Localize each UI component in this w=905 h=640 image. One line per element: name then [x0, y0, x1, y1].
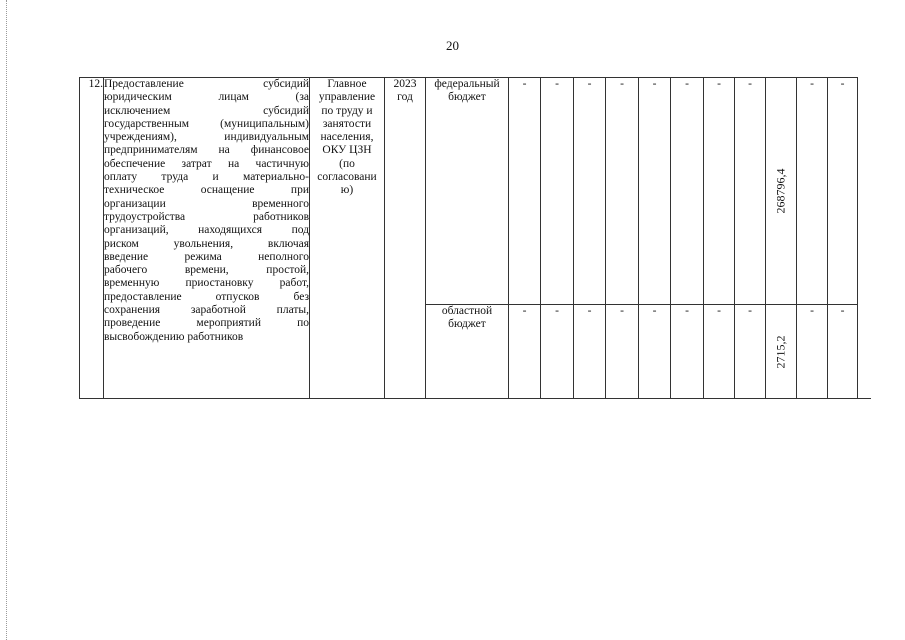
year-suffix: год — [397, 91, 413, 104]
executor-line: по труду и — [321, 104, 373, 117]
executor-line: ОКУ ЦЗН — [322, 144, 372, 157]
description-line: обеспечение затрат на частичную — [104, 157, 309, 170]
page-left-edge — [6, 0, 7, 640]
description-line: организации временного — [104, 197, 309, 210]
value-cell: - — [671, 78, 704, 305]
source-line: областной — [441, 305, 493, 317]
executor-line: населения, — [320, 131, 374, 144]
value-cell: - — [606, 78, 639, 305]
value-cell: - — [541, 78, 574, 305]
description-line: техническое оснащение при — [104, 184, 309, 197]
description-line: Предоставление субсидий — [104, 78, 309, 90]
value-cell: - — [797, 305, 828, 399]
measures-table — [79, 77, 858, 399]
table-bottom-line — [855, 398, 871, 399]
value-cell: - — [574, 78, 606, 305]
value-cell: - — [735, 78, 766, 305]
value-cell: - — [797, 78, 828, 305]
source-line: бюджет — [448, 318, 486, 331]
page-number: 20 — [446, 38, 459, 53]
value-cell: - — [639, 78, 671, 305]
source-line: бюджет — [448, 91, 486, 104]
table-row — [80, 78, 858, 305]
description-line: сохранения заработной платы, — [104, 304, 309, 317]
description-line: проведение мероприятий по — [104, 317, 309, 330]
regional-amount: 2715,2 — [773, 335, 788, 368]
executor-line: Главное — [327, 78, 367, 90]
description-line: организаций, находящихся под — [104, 224, 309, 237]
funding-source-regional — [426, 305, 509, 399]
responsible-executor — [310, 78, 385, 399]
implementation-year — [385, 78, 426, 399]
description-line: оплату труда и материально- — [104, 171, 309, 184]
value-cell: - — [541, 305, 574, 399]
value-cell: - — [574, 305, 606, 399]
value-cell: - — [828, 305, 858, 399]
measure-description — [104, 78, 310, 399]
value-cell: - — [735, 305, 766, 399]
description-line: учреждениям), индивидуальным — [104, 131, 309, 144]
description-line: высвобождению работников — [104, 330, 244, 343]
executor-line: ю) — [340, 184, 354, 197]
funding-source-federal — [426, 78, 509, 305]
description-line: временную приостановку работ, — [104, 277, 309, 290]
year-value: 2023 — [393, 78, 417, 90]
description-line: юридическим лицам (за — [104, 91, 309, 104]
description-line: предпринимателям на финансовое — [104, 144, 309, 157]
value-cell: - — [671, 305, 704, 399]
executor-line: управление — [318, 91, 376, 104]
value-cell: - — [509, 78, 541, 305]
description-line: трудоустройства работников — [104, 210, 309, 223]
value-cell: - — [704, 305, 735, 399]
description-line: государственным (муниципальным) — [104, 117, 309, 130]
executor-line: занятости — [322, 117, 372, 130]
federal-amount: 268796,4 — [773, 168, 788, 214]
description-line: введение режима неполного — [104, 250, 309, 263]
value-cell: - — [639, 305, 671, 399]
executor-line: согласовани — [317, 171, 377, 184]
description-line: предоставление отпусков без — [104, 290, 309, 303]
description-line: риском увольнения, включая — [104, 237, 309, 250]
value-cell-amount — [766, 305, 797, 399]
executor-line: (по — [339, 157, 355, 170]
value-cell-amount — [766, 78, 797, 305]
value-cell: - — [606, 305, 639, 399]
value-cell: - — [704, 78, 735, 305]
description-line: рабочего времени, простой, — [104, 264, 309, 277]
description-line: исключением субсидий — [104, 104, 309, 117]
source-line: федеральный — [434, 78, 500, 90]
value-cell: - — [828, 78, 858, 305]
value-cell: - — [509, 305, 541, 399]
row-number: 12. — [80, 78, 104, 399]
